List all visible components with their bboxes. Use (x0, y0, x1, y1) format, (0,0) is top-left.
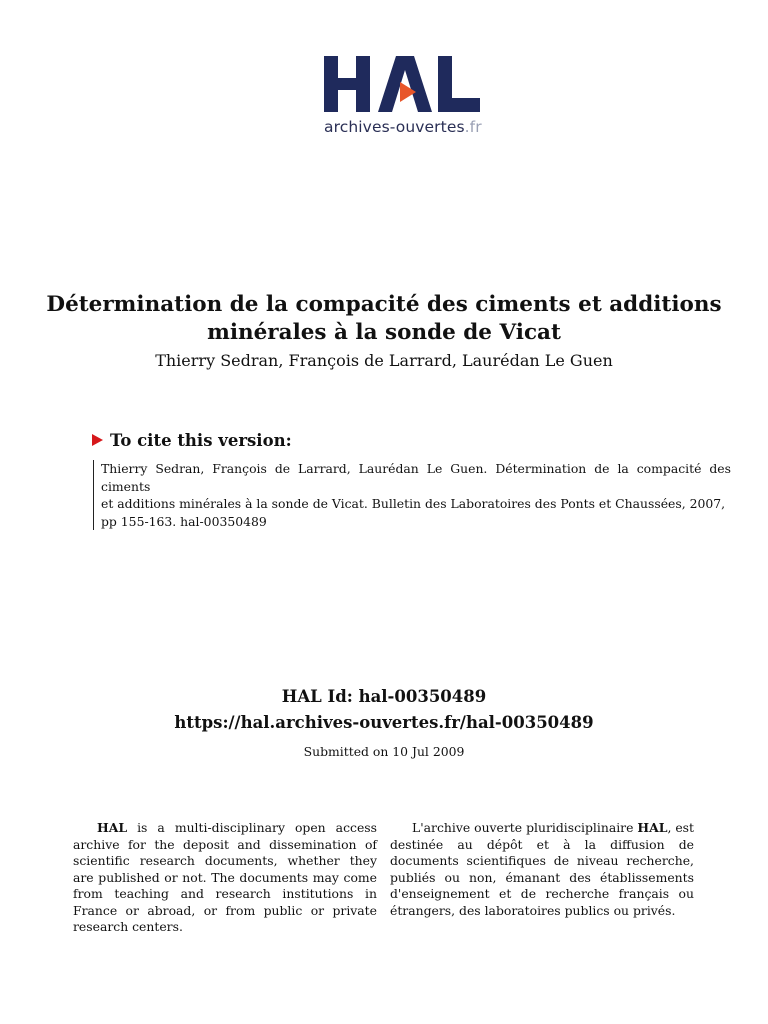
citation-block (93, 460, 731, 530)
abstract-fr-lead: L'archive ouverte pluridisciplinaire (412, 820, 638, 835)
abstract-fr-text: , est destinée au dépôt et à la diffusion de documents scientifiques de niveau recherche, publiés ou non, émanant des établissements d'enseignement et de recherche français ou étrangers, des laboratoires publics ou privés. (390, 820, 694, 918)
abstract-en-hal: HAL (97, 820, 128, 835)
hal-logo-mark (322, 52, 492, 116)
document-title-line1: Détermination de la compacité des ciments et additions (46, 292, 722, 317)
abstract-english (73, 820, 377, 936)
abstract-french (390, 820, 694, 919)
document-title-line2: minérales à la sonde de Vicat (207, 320, 561, 345)
cite-heading (92, 430, 292, 452)
citation-line3: pp 155-163. hal-00350489 (101, 513, 267, 529)
hal-id: HAL Id: hal-00350489 (281, 687, 487, 706)
cite-heading-text: To cite this version: (110, 431, 292, 450)
hal-url-link[interactable]: https://hal.archives-ouvertes.fr/hal-00350489 (174, 713, 594, 732)
submitted-date: Submitted on 10 Jul 2009 (303, 744, 465, 759)
abstract-fr-hal: HAL (637, 820, 668, 835)
document-authors: Thierry Sedran, François de Larrard, Laurédan Le Guen (155, 351, 613, 370)
hal-logo-caption: archives-ouvertes.fr (324, 118, 482, 136)
citation-line2: et additions minérales à la sonde de Vicat. Bulletin des Laboratoires des Ponts et Chaussées, 2007, (101, 496, 726, 511)
document-title (40, 291, 728, 347)
citation-line1: Thierry Sedran, François de Larrard, Laurédan Le Guen. Détermination de la compacité des ciments (101, 461, 731, 494)
abstract-en-text: is a multi-disciplinary open access archive for the deposit and dissemination of scientific research documents, whether they are published or not. The documents may come from teaching and research institutions in France or abroad, or from public or private research centers. (73, 820, 377, 934)
play-arrow-icon (92, 434, 103, 446)
hal-logo (322, 52, 492, 144)
